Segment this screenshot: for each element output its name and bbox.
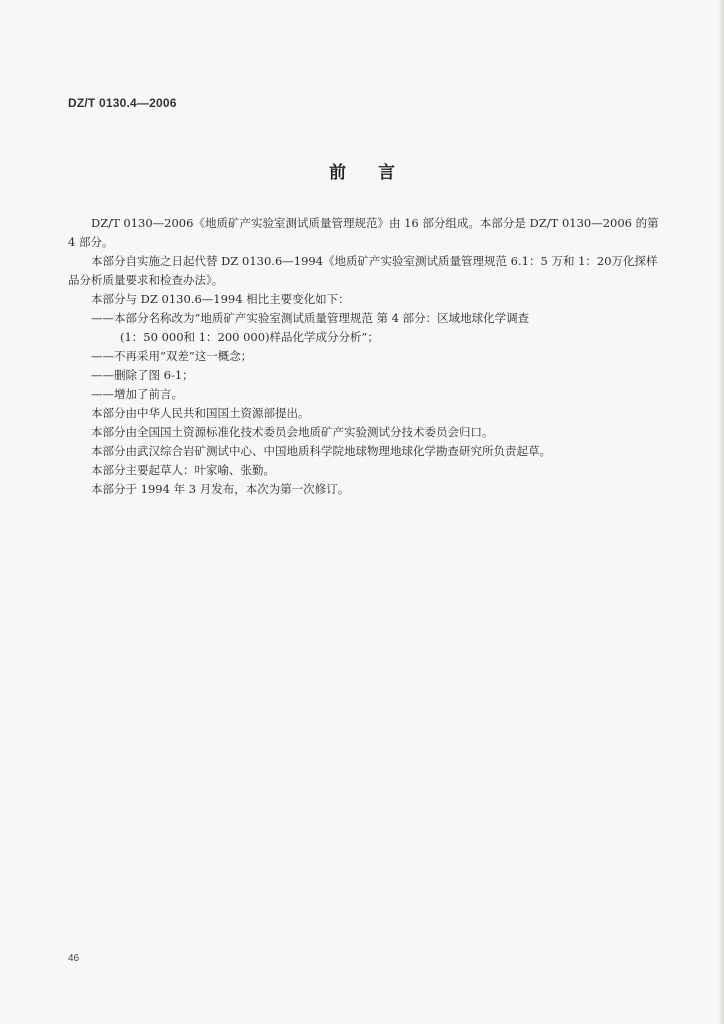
- page-title: 前言: [329, 163, 427, 183]
- page-number: 46: [68, 953, 80, 964]
- change-item-rename-line1: ——本部分名称改为“地质矿产实验室测试质量管理规范 第 4 部分：区域地球化学调查: [91, 311, 530, 325]
- page-edge-shadow: [718, 0, 724, 1024]
- paragraph-drafters: 本部分主要起草人：叶家喻、张勤。: [91, 463, 275, 477]
- paragraph-changes-intro: 本部分与 DZ 0130.6—1994 相比主要变化如下：: [91, 292, 350, 306]
- change-item-rename: [68, 309, 660, 347]
- foreword-body: [68, 214, 660, 499]
- paragraph-composition: DZ/T 0130—2006《地质矿产实验室测试质量管理规范》由 16 部分组成。本部分是 DZ/T 0130—2006 的第 4 部分。: [68, 216, 659, 249]
- change-item-concept-text: ——不再采用“双差”这一概念；: [91, 349, 253, 363]
- change-item-rename-line2: (1：50 000和 1：200 000)样品化学成分分析”；: [120, 330, 379, 344]
- change-item-concept: [68, 347, 660, 366]
- paragraph-managed-by: 本部分由全国国土资源标准化技术委员会地质矿产实验测试分技术委员会归口。: [91, 425, 494, 439]
- change-item-foreword-text: ——增加了前言。: [91, 387, 183, 401]
- document-code: DZ/T 0130.4—2006: [68, 96, 177, 110]
- paragraph-proposed-by: 本部分由中华人民共和国国土资源部提出。: [91, 406, 310, 420]
- paragraph-replacement: 本部分自实施之日起代替 DZ 0130.6—1994《地质矿产实验室测试质量管理规范 6.1：5 万和 1：20万化探样品分析质量要求和检查办法》。: [68, 254, 658, 287]
- change-item-figure-text: ——删除了图 6-1；: [91, 368, 194, 382]
- paragraph-drafted-by: 本部分由武汉综合岩矿测试中心、中国地质科学院地球物理地球化学勘查研究所负责起草。: [91, 444, 551, 458]
- change-item-figure: [68, 366, 660, 385]
- change-item-foreword: [68, 385, 660, 404]
- paragraph-revision-history: 本部分于 1994 年 3 月发布，本次为第一次修订。: [91, 482, 350, 496]
